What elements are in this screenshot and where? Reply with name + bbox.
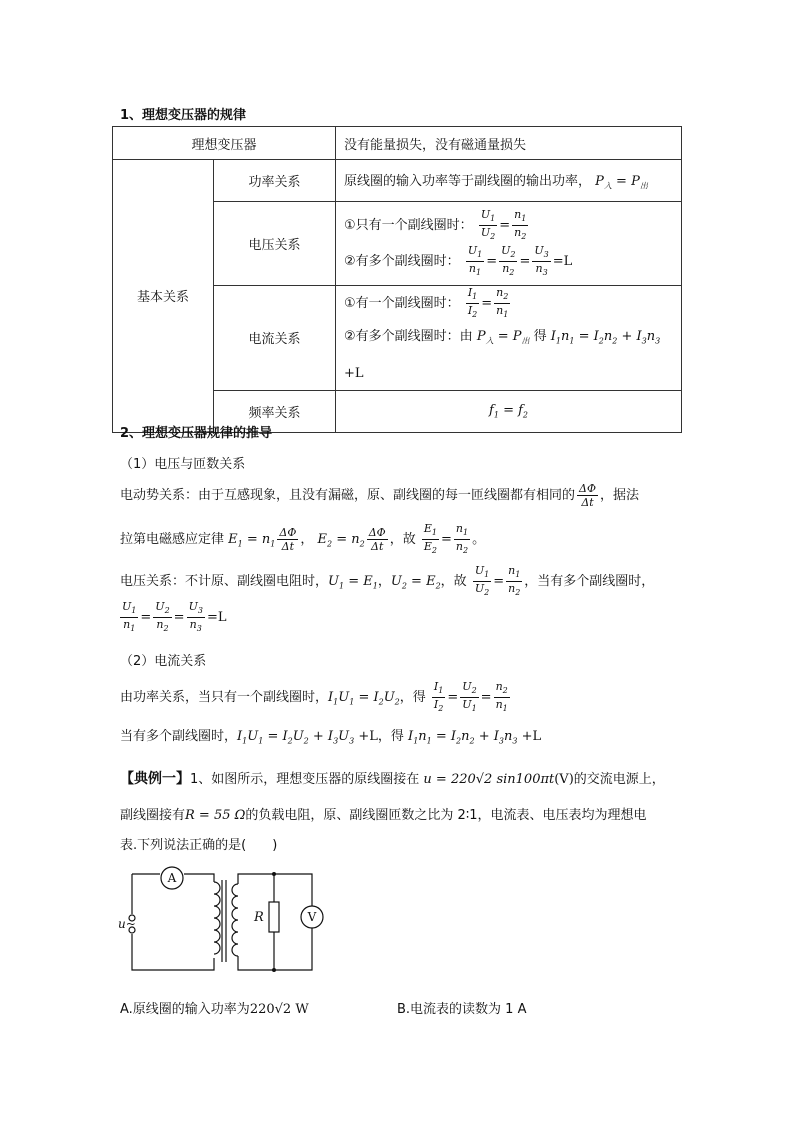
current-cell: ①有一个副线圈时： $\frac{I_1}{I_2}$ = $\frac{n_2}{n_1}$ ②有多个副线圈时：由 $P_入 = P_出$ 得 $I_1n_1 = I_2n_2 + I_3n_3 +L$ xyxy=(336,286,682,391)
voltage-label: 电压关系 xyxy=(214,202,336,286)
power-text: 原线圈的输入功率等于副线圈的输出功率， xyxy=(344,173,592,189)
current-line1: ①有一个副线圈时： xyxy=(344,296,460,312)
voltage-multi: $\frac{U_1}{n_1}$ = $\frac{U_2}{n_2}$ = $\frac{U_3}{n_3}$ =L xyxy=(122,600,227,634)
current-derivation: 由功率关系，当只有一个副线圈时，$I_1U_1 = I_2U_2$，得 $\frac{I_1}{I_2}$ = $\frac{U_2}{U_1}$ = $\frac{n_2}{n_1}$ xyxy=(120,680,508,714)
voltage-cell: ①只有一个副线圈时： $\frac{U_1}{U_2}$ = $\frac{n_1}{n_2}$ ②有多个副线圈时： $\frac{U_1}{n_1}$ = $\frac{U_2}{n_2}$ = $\frac{U_3}{n_3}$ =L xyxy=(336,202,682,286)
section1-title: 1、理想变压器的规律 xyxy=(120,108,247,123)
header-right: 没有能量损失，没有磁通量损失 xyxy=(336,127,682,160)
option-a[interactable]: A.原线圈的输入功率为220√2 W xyxy=(120,1002,309,1017)
example-line3: 表.下列说法正确的是( ) xyxy=(120,838,278,853)
voltage-ratio-n: $\frac{n_1}{n_2}$ xyxy=(514,208,527,242)
voltage-ratio-u: $\frac{U_1}{U_2}$ xyxy=(480,208,496,242)
frequency-label: 频率关系 xyxy=(214,390,336,432)
example-line2: 副线圈接有R = 55 Ω的负载电阻，原、副线圈匝数之比为 2∶1，电流表、电压表均为理想电 xyxy=(120,808,647,823)
power-label: 功率关系 xyxy=(214,160,336,202)
resistor-label: R xyxy=(254,910,264,925)
option-b[interactable]: B.电流表的读数为 1 A xyxy=(397,1002,527,1017)
current-label: 电流关系 xyxy=(214,286,336,391)
voltage-derivation: 电压关系：不计原、副线圈电阻时，$U_1 = E_1$，$U_2 = E_2$，故 $\frac{U_1}{U_2}$ = $\frac{n_1}{n_2}$ ，当有多个副线圈时， xyxy=(120,564,655,598)
current-line2-mid: 得 xyxy=(533,329,547,345)
voltage-line2: ②有多个副线圈时： xyxy=(344,253,460,269)
example-tag: 【典例一】 xyxy=(120,771,190,787)
circuit-diagram xyxy=(118,862,332,976)
header-left: 理想变压器 xyxy=(113,127,336,160)
primary-coil xyxy=(214,882,220,954)
power-cell xyxy=(336,160,682,202)
power-formula: $P_入 = P_出$ xyxy=(595,173,648,191)
iron-core xyxy=(222,880,226,962)
resistor-icon xyxy=(269,902,279,932)
current-line2: ②有多个副线圈时：由 xyxy=(344,329,473,345)
group-label: 基本关系 xyxy=(113,160,214,433)
section2-title: 2、理想变压器规律的推导 xyxy=(120,426,273,441)
current-multi: 当有多个副线圈时，$I_1U_1 = I_2U_2 + I_3U_3 +L$，得 $I_1n_1 = I_2n_2 + I_3n_3 +L$ xyxy=(120,729,542,746)
sub1-title: （1）电压与匝数关系 xyxy=(120,457,246,472)
voltmeter-label: V xyxy=(307,910,317,924)
secondary-coil xyxy=(232,884,238,956)
sub2-title: （2）电流关系 xyxy=(120,654,207,669)
source-label: u~ xyxy=(118,917,136,931)
voltage-line1: ①只有一个副线圈时： xyxy=(344,218,473,234)
example-line1: 【典例一】1、如图所示，理想变压器的原线圈接在 u = 220√2 sin100πt(V)的交流电源上， xyxy=(120,771,665,787)
ammeter-label: A xyxy=(167,871,177,885)
emf-line1: 电动势关系：由于互感现象，且没有漏磁，原、副线圈的每一匝线圈都有相同的 $\frac{\Delta\Phi}{\Delta t}$ ，据法 xyxy=(120,482,639,509)
transformer-law-table xyxy=(112,126,682,433)
emf-line2: 拉第电磁感应定律 $E_1 = n_1$ $\frac{\Delta\Phi}{\Delta t}$ ， $E_2 = n_2$ $\frac{\Delta\Phi}{\Delta t}$ ，故 $\frac{E_1}{E_2}$ = $\frac{n_1}{n_2}$ 。 xyxy=(120,522,486,556)
frequency-cell: $f_1 = f_2$ xyxy=(336,390,682,432)
